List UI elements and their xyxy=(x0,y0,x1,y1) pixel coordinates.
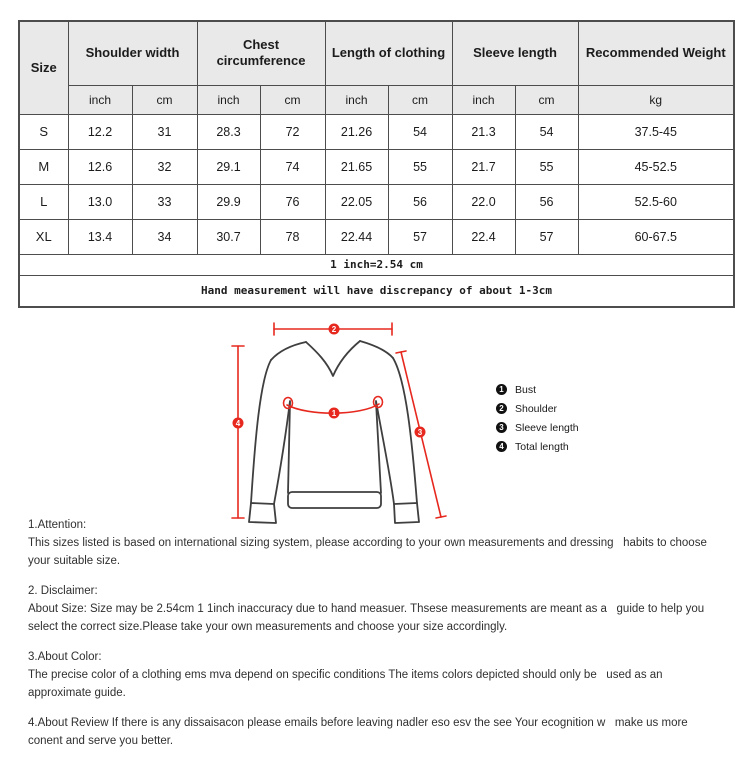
header-length-of-clothing: Length of clothing xyxy=(325,21,452,85)
size-value: XL xyxy=(19,219,68,254)
cell-value: 54 xyxy=(388,114,452,149)
marker-shoulder-number: 2 xyxy=(331,325,337,334)
cell-value: 22.0 xyxy=(452,184,515,219)
size-value: M xyxy=(19,149,68,184)
note-text-line: conent and serve you better. xyxy=(28,735,174,747)
cell-value: 30.7 xyxy=(197,219,260,254)
cell-value: 12.2 xyxy=(68,114,132,149)
cell-value: 56 xyxy=(388,184,452,219)
note-text-line: approximate guide. xyxy=(28,687,126,699)
cell-value: 55 xyxy=(388,149,452,184)
cell-value: 31 xyxy=(132,114,197,149)
cell-value: 33 xyxy=(132,184,197,219)
cell-value: 22.44 xyxy=(325,219,388,254)
cell-value: 21.65 xyxy=(325,149,388,184)
cell-value: 56 xyxy=(515,184,578,219)
cell-value: 74 xyxy=(260,149,325,184)
note-text-line: The precise color of a clothing ems mva depend on specific conditions The items colors depicted should only be used as an xyxy=(28,669,663,681)
cell-value: 13.4 xyxy=(68,219,132,254)
legend-label: Shoulder xyxy=(515,402,558,415)
table-row-l xyxy=(19,184,734,219)
subheader-inch: inch xyxy=(452,85,515,114)
cell-value: 78 xyxy=(260,219,325,254)
subheader-inch: inch xyxy=(68,85,132,114)
marker-total-number: 4 xyxy=(235,419,241,428)
table-row-s xyxy=(19,114,734,149)
legend-item-sleeve-length xyxy=(496,418,579,437)
table-row-xl xyxy=(19,219,734,254)
marker-bust-number: 1 xyxy=(331,409,337,418)
cell-value: 37.5-45 xyxy=(578,114,734,149)
measurement-markers xyxy=(233,324,426,438)
cell-value: 57 xyxy=(388,219,452,254)
size-value: L xyxy=(19,184,68,219)
legend-item-bust xyxy=(496,380,579,399)
note-text: Hand measurement will have discrepancy of about 1-3cm xyxy=(19,275,734,307)
note-text-line: select the correct size.Please take your own measurements and choose your size accordingly. xyxy=(28,621,508,633)
legend-label: Total length xyxy=(515,440,569,453)
measurement-lines xyxy=(232,323,446,518)
subheader-inch: inch xyxy=(197,85,260,114)
table-note-inch-cm xyxy=(19,254,734,275)
table-row-m xyxy=(19,149,734,184)
legend-label: Bust xyxy=(515,383,537,396)
notes-section xyxy=(28,516,736,762)
cell-value: 76 xyxy=(260,184,325,219)
cell-value: 13.0 xyxy=(68,184,132,219)
cell-value: 22.05 xyxy=(325,184,388,219)
subheader-cm: cm xyxy=(515,85,578,114)
cell-value: 54 xyxy=(515,114,578,149)
header-shoulder-width: Shoulder width xyxy=(68,21,197,85)
cell-value: 60-67.5 xyxy=(578,219,734,254)
header-chest-circumference: Chest circumference xyxy=(197,21,325,85)
table-subheader-row xyxy=(19,85,734,114)
cell-value: 57 xyxy=(515,219,578,254)
cell-value: 34 xyxy=(132,219,197,254)
cell-value: 21.3 xyxy=(452,114,515,149)
size-chart-table xyxy=(18,20,735,308)
cell-value: 21.26 xyxy=(325,114,388,149)
table-header-row xyxy=(19,21,734,85)
cell-value: 72 xyxy=(260,114,325,149)
note-text-line: your suitable size. xyxy=(28,555,121,567)
note-text-line: This sizes listed is based on international sizing system, please according to your own measurements and dressing habits to choose xyxy=(28,537,707,549)
numbered-bullet-icon: 2 xyxy=(496,403,507,414)
note-heading: 2. Disclaimer: xyxy=(28,585,98,597)
cell-value: 28.3 xyxy=(197,114,260,149)
legend-label: Sleeve length xyxy=(515,421,579,434)
note-text: 1 inch=2.54 cm xyxy=(19,254,734,275)
header-size: Size xyxy=(19,21,68,114)
subheader-inch: inch xyxy=(325,85,388,114)
header-sleeve-length: Sleeve length xyxy=(452,21,578,85)
note-heading: 1.Attention: xyxy=(28,519,87,531)
note-text-line: About Size: Size may be 2.54cm 1 1inch inaccuracy due to hand measuer. Thsese measurements are meant as a guide to help you xyxy=(28,603,705,615)
cell-value: 45-52.5 xyxy=(578,149,734,184)
numbered-bullet-icon: 1 xyxy=(496,384,507,395)
header-recommended-weight: Recommended Weight xyxy=(578,21,734,85)
cell-value: 29.9 xyxy=(197,184,260,219)
subheader-kg: kg xyxy=(578,85,734,114)
marker-sleeve-number: 3 xyxy=(417,428,423,437)
note-about-color xyxy=(28,648,736,702)
size-value: S xyxy=(19,114,68,149)
measurement-legend xyxy=(496,380,579,456)
numbered-bullet-icon: 4 xyxy=(496,441,507,452)
cell-value: 22.4 xyxy=(452,219,515,254)
note-heading: 3.About Color: xyxy=(28,651,102,663)
subheader-cm: cm xyxy=(388,85,452,114)
legend-item-total-length xyxy=(496,437,579,456)
table-note-discrepancy xyxy=(19,275,734,307)
cell-value: 21.7 xyxy=(452,149,515,184)
cell-value: 52.5-60 xyxy=(578,184,734,219)
note-disclaimer xyxy=(28,582,736,636)
note-about-review xyxy=(28,714,736,750)
note-attention xyxy=(28,516,736,570)
cell-value: 55 xyxy=(515,149,578,184)
subheader-cm: cm xyxy=(132,85,197,114)
numbered-bullet-icon: 3 xyxy=(496,422,507,433)
cell-value: 29.1 xyxy=(197,149,260,184)
sweater-outline xyxy=(249,341,419,523)
cell-value: 32 xyxy=(132,149,197,184)
cell-value: 12.6 xyxy=(68,149,132,184)
subheader-cm: cm xyxy=(260,85,325,114)
note-text-line: 4.About Review If there is any dissaisacon please emails before leaving nadler eso esv the see Your ecognition w make us more xyxy=(28,717,688,729)
legend-item-shoulder xyxy=(496,399,579,418)
